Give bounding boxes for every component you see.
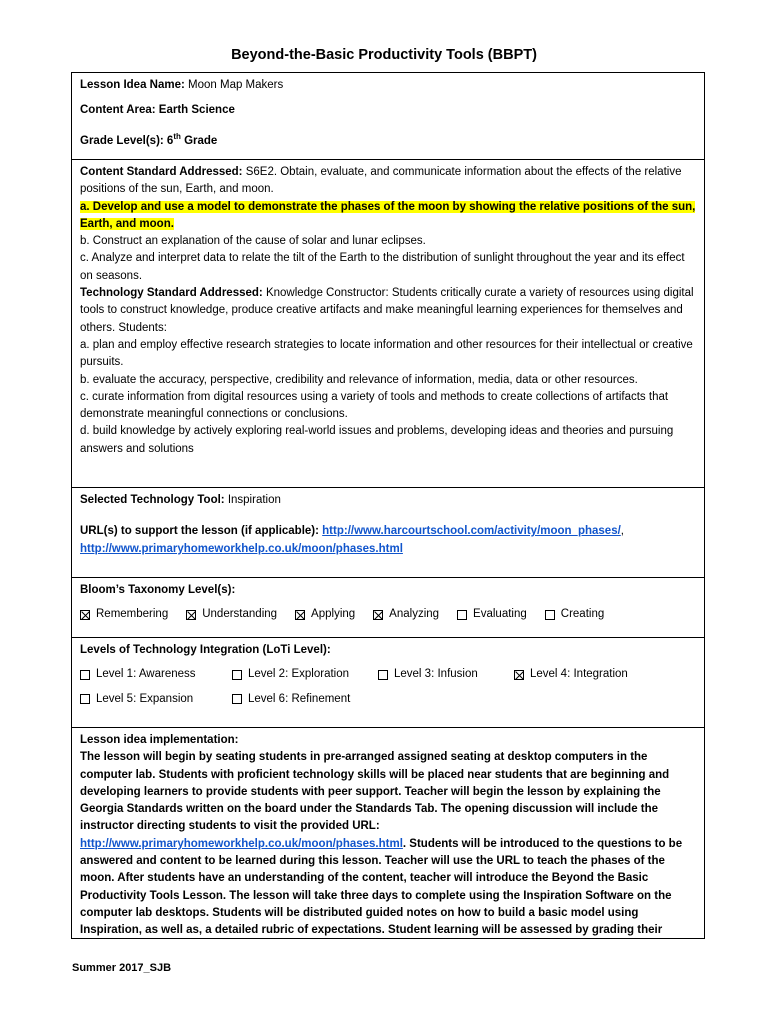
content-standard-label: Content Standard Addressed: (80, 166, 243, 178)
checkbox-label: Understanding (202, 608, 278, 621)
checkbox-item[interactable] (378, 666, 496, 683)
standard-c: c. Analyze and interpret data to relate the tilt of the Earth to the distribution of sunlight throughout the year and its effect on seasons. (80, 252, 685, 282)
standards-section (72, 160, 704, 488)
tech-standard-text: Knowledge Constructor: Students critically curate a variety of resources using digital tools to construct knowledge, produce creative artifacts and make meaningful learning experiences for themselves and others. Students: (80, 287, 694, 334)
checkbox-item[interactable] (232, 666, 360, 683)
grade-level-label: Grade Level(s): 6 (80, 134, 174, 147)
checkbox-label: Level 2: Exploration (248, 668, 350, 681)
implementation-label: Lesson idea implementation: (80, 734, 239, 746)
checkbox-label: Evaluating (473, 608, 527, 621)
checked-box-icon[interactable] (80, 610, 90, 620)
tech-standard (80, 285, 696, 337)
tech-standard-b: b. evaluate the accuracy, perspective, credibility and relevance of information, media, data or other resources. (80, 373, 638, 386)
grade-level-sup: th (173, 131, 181, 141)
checkbox-item[interactable] (514, 666, 628, 683)
selected-tool (80, 492, 696, 509)
loti-section (72, 638, 704, 728)
implementation-text-1: The lesson will begin by seating students in pre-arranged assigned seating at desktop computers in the computer lab. Students with proficient technology skills will be placed near students that are beginning and developing learners to provide students with peer support. Teacher will begin the lesson by explaining the Georgia Standards written on the board under the Standards Tab. The opening discussion will include the instructor directing students to visit the provided URL: (80, 751, 670, 833)
implementation-section (72, 728, 704, 938)
empty-box-icon[interactable] (457, 610, 467, 620)
tech-standard-c: c. curate information from digital resources using a variety of tools and methods to create collections of artifacts that demonstrate meaningful connections or conclusions. (80, 390, 669, 421)
lesson-info-section (72, 73, 704, 160)
checkbox-item[interactable] (232, 691, 350, 708)
selected-tool-value: Inspiration (224, 494, 281, 506)
checkbox-label: Level 6: Refinement (248, 692, 351, 705)
loti-checklist-row-2 (80, 691, 696, 708)
lesson-name-value: Moon Map Makers (184, 79, 284, 91)
checkbox-item[interactable] (80, 691, 214, 708)
checkbox-label: Level 4: Integration (530, 668, 628, 681)
standard-a-highlight: a. Develop and use a model to demonstrate the phases of the moon by showing the relative positions of the sun, Earth, and moon. (80, 200, 696, 230)
url-separator: , (620, 525, 624, 538)
grade-level (80, 128, 696, 150)
tech-standard-d: d. build knowledge by actively exploring real-world issues and problems, developing ideas and theories and pursuing answers and solutions (80, 425, 674, 455)
document-title: Beyond-the-Basic Productivity Tools (BBPT) (231, 47, 537, 63)
empty-box-icon[interactable] (232, 670, 242, 680)
checkbox-item[interactable] (80, 666, 214, 683)
checked-box-icon[interactable] (295, 610, 305, 620)
url-link-primaryhomework[interactable]: http://www.primaryhomeworkhelp.co.uk/moon/phases.html (80, 542, 403, 555)
content-standard-text: S6E2. Obtain, evaluate, and communicate information about the effects of the relative positions of the sun, Earth, and moon. (80, 166, 682, 196)
tech-standard-label: Technology Standard Addressed: (80, 287, 263, 300)
checked-box-icon[interactable] (186, 610, 196, 620)
checkbox-item[interactable] (80, 606, 168, 623)
checkbox-label: Level 3: Infusion (394, 668, 478, 681)
empty-box-icon[interactable] (80, 670, 90, 680)
checkbox-label: Analyzing (389, 608, 440, 621)
blooms-label: Bloom’s Taxonomy Level(s): (80, 584, 236, 596)
blooms-checklist (80, 606, 696, 623)
empty-box-icon[interactable] (545, 610, 555, 620)
checkbox-item[interactable] (186, 606, 277, 623)
tech-standard-a: a. plan and employ effective research strategies to locate information and other resources for their intellectual or creative pursuits. (80, 338, 693, 369)
empty-box-icon[interactable] (232, 694, 242, 704)
url-link-harcourt[interactable]: http://www.harcourtschool.com/activity/moon_phases/ (322, 525, 621, 538)
checkbox-item[interactable] (457, 606, 527, 623)
implementation-text-2: . Students will be introduced to the questions to be answered and content to be learned during this lesson. Teacher will use the URL to teach the phases of the moon. After students have an understanding of the content, teacher will introduce the Beyond the Basic Productivity Tools Lesson. The lesson will take three days to complete using the Inspiration Software on the computer lab desktops. Students will be distributed guided notes on how to build a basic model using Inspiration, as well as, a detailed rubric of expectations. Student learning will be assessed by grading their (80, 837, 683, 937)
content-area: Content Area: Earth Science (80, 104, 235, 117)
checkbox-label: Level 5: Expansion (96, 692, 194, 705)
empty-box-icon[interactable] (80, 694, 90, 704)
blooms-section (72, 578, 704, 638)
checkbox-item[interactable] (373, 606, 439, 623)
checkbox-label: Level 1: Awareness (96, 668, 196, 681)
lesson-table (71, 72, 705, 939)
url-label: URL(s) to support the lesson (if applicable): (80, 525, 319, 538)
lesson-name-label: Lesson Idea Name: (80, 79, 185, 91)
checkbox-label: Applying (311, 608, 356, 621)
implementation-link[interactable]: http://www.primaryhomeworkhelp.co.uk/moon/phases.html (80, 837, 403, 850)
checkbox-item[interactable] (295, 606, 355, 623)
checked-box-icon[interactable] (514, 670, 524, 680)
checked-box-icon[interactable] (373, 610, 383, 620)
standard-a (80, 199, 696, 234)
lesson-name (80, 77, 696, 94)
grade-level-suffix: Grade (180, 134, 218, 147)
selected-tool-label: Selected Technology Tool: (80, 494, 225, 506)
empty-box-icon[interactable] (378, 670, 388, 680)
checkbox-label: Creating (560, 608, 605, 621)
loti-label: Levels of Technology Integration (LoTi Level): (80, 644, 331, 656)
implementation-text (80, 749, 696, 938)
content-standard (80, 164, 696, 199)
checkbox-label: Remembering (96, 608, 169, 621)
loti-checklist-row-1 (80, 666, 696, 683)
tool-section (72, 488, 704, 578)
url-list (80, 523, 696, 558)
standard-b: b. Construct an explanation of the cause of solar and lunar eclipses. (80, 235, 426, 248)
checkbox-item[interactable] (545, 606, 604, 623)
footer-text: Summer 2017_SJB (72, 962, 172, 974)
